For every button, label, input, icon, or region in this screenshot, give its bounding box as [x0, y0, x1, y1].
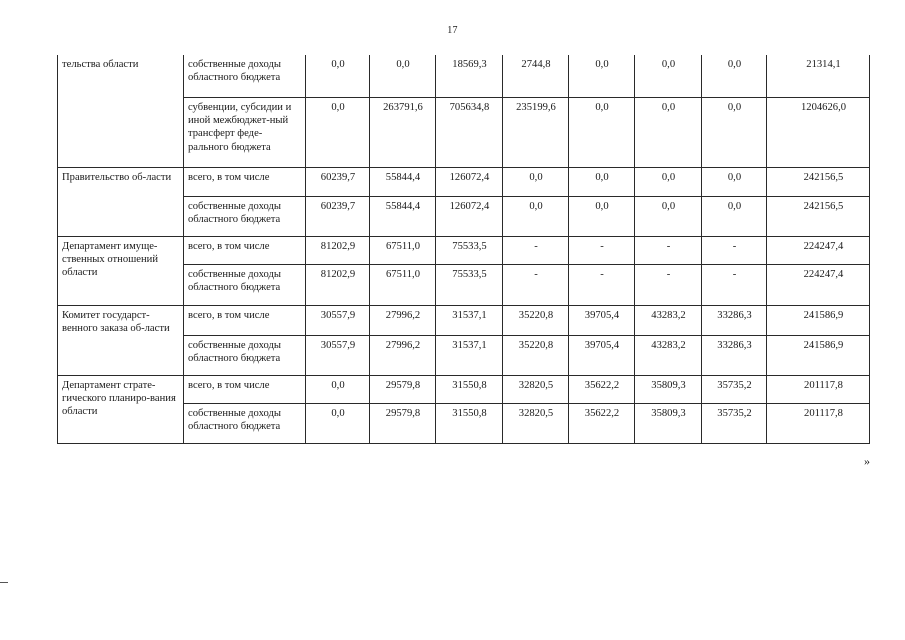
funding-source-cell: собственные доходы областного бюджета [184, 264, 306, 305]
table-row [58, 55, 870, 97]
funding-source-cell: собственные доходы областного бюджета [184, 403, 306, 443]
table-row [58, 236, 870, 264]
value-cell: 0,0 [635, 97, 702, 167]
total-cell: 21314,1 [767, 55, 870, 97]
funding-source-cell: субвенции, субсидии и иной межбюджет-ный трансферт феде-рального бюджета [184, 97, 306, 167]
value-cell: - [635, 236, 702, 264]
value-cell: 126072,4 [436, 167, 503, 196]
organization-cell: Комитет государст-венного заказа об-ласти [58, 305, 184, 375]
value-cell: 55844,4 [370, 196, 436, 236]
value-cell: 2744,8 [503, 55, 569, 97]
value-cell: 35809,3 [635, 403, 702, 443]
value-cell: 35622,2 [569, 375, 635, 403]
value-cell: 43283,2 [635, 305, 702, 335]
budget-table [57, 55, 870, 444]
value-cell: 0,0 [635, 167, 702, 196]
value-cell: 0,0 [503, 167, 569, 196]
value-cell: - [635, 264, 702, 305]
value-cell: - [503, 264, 569, 305]
value-cell: - [702, 264, 767, 305]
value-cell: 0,0 [306, 97, 370, 167]
value-cell: 31537,1 [436, 335, 503, 375]
total-cell: 224247,4 [767, 264, 870, 305]
value-cell: 30557,9 [306, 305, 370, 335]
funding-source-cell: всего, в том числе [184, 305, 306, 335]
value-cell: 29579,8 [370, 375, 436, 403]
value-cell: 0,0 [370, 55, 436, 97]
organization-cell: Департамент страте-гического планиро-вания области [58, 375, 184, 443]
value-cell: 35809,3 [635, 375, 702, 403]
value-cell: 31550,8 [436, 403, 503, 443]
funding-source-cell: собственные доходы областного бюджета [184, 196, 306, 236]
closing-quote: » [864, 454, 870, 468]
value-cell: 60239,7 [306, 196, 370, 236]
value-cell: 0,0 [569, 167, 635, 196]
value-cell: 60239,7 [306, 167, 370, 196]
value-cell: 35622,2 [569, 403, 635, 443]
value-cell: - [503, 236, 569, 264]
organization-cell: Департамент имуще-ственных отношений области [58, 236, 184, 305]
funding-source-cell: всего, в том числе [184, 236, 306, 264]
value-cell: 35735,2 [702, 403, 767, 443]
total-cell: 241586,9 [767, 335, 870, 375]
value-cell: 263791,6 [370, 97, 436, 167]
value-cell: 33286,3 [702, 335, 767, 375]
value-cell: 43283,2 [635, 335, 702, 375]
value-cell: 0,0 [635, 196, 702, 236]
table-row [58, 375, 870, 403]
value-cell: 0,0 [702, 97, 767, 167]
value-cell: 27996,2 [370, 335, 436, 375]
value-cell: 27996,2 [370, 305, 436, 335]
value-cell: 18569,3 [436, 55, 503, 97]
value-cell: 30557,9 [306, 335, 370, 375]
value-cell: - [702, 236, 767, 264]
value-cell: 67511,0 [370, 264, 436, 305]
total-cell: 242156,5 [767, 196, 870, 236]
funding-source-cell: собственные доходы областного бюджета [184, 55, 306, 97]
value-cell: 33286,3 [702, 305, 767, 335]
value-cell: 32820,5 [503, 403, 569, 443]
value-cell: 67511,0 [370, 236, 436, 264]
total-cell: 201117,8 [767, 375, 870, 403]
total-cell: 242156,5 [767, 167, 870, 196]
total-cell: 1204626,0 [767, 97, 870, 167]
value-cell: 705634,8 [436, 97, 503, 167]
funding-source-cell: всего, в том числе [184, 375, 306, 403]
value-cell: 0,0 [503, 196, 569, 236]
funding-source-cell: собственные доходы областного бюджета [184, 335, 306, 375]
value-cell: 0,0 [306, 375, 370, 403]
value-cell: 0,0 [569, 196, 635, 236]
value-cell: 29579,8 [370, 403, 436, 443]
value-cell: 55844,4 [370, 167, 436, 196]
value-cell: 39705,4 [569, 305, 635, 335]
organization-cell: тельства области [58, 55, 184, 167]
value-cell: 126072,4 [436, 196, 503, 236]
value-cell: 0,0 [306, 55, 370, 97]
table-row [58, 305, 870, 335]
value-cell: 35220,8 [503, 305, 569, 335]
value-cell: 35220,8 [503, 335, 569, 375]
value-cell: 0,0 [569, 97, 635, 167]
value-cell: 39705,4 [569, 335, 635, 375]
value-cell: 0,0 [702, 167, 767, 196]
total-cell: 224247,4 [767, 236, 870, 264]
value-cell: - [569, 264, 635, 305]
value-cell: 75533,5 [436, 236, 503, 264]
value-cell: 0,0 [569, 55, 635, 97]
value-cell: 81202,9 [306, 264, 370, 305]
value-cell: 31550,8 [436, 375, 503, 403]
table-row [58, 167, 870, 196]
page-edge-mark [0, 582, 8, 583]
value-cell: 31537,1 [436, 305, 503, 335]
total-cell: 241586,9 [767, 305, 870, 335]
value-cell: 75533,5 [436, 264, 503, 305]
value-cell: 0,0 [635, 55, 702, 97]
organization-cell: Правительство об-ласти [58, 167, 184, 236]
page-number: 17 [447, 25, 458, 36]
value-cell: 0,0 [702, 196, 767, 236]
value-cell: 81202,9 [306, 236, 370, 264]
value-cell: 35735,2 [702, 375, 767, 403]
funding-source-cell: всего, в том числе [184, 167, 306, 196]
value-cell: 235199,6 [503, 97, 569, 167]
value-cell: 0,0 [306, 403, 370, 443]
total-cell: 201117,8 [767, 403, 870, 443]
value-cell: 0,0 [702, 55, 767, 97]
value-cell: - [569, 236, 635, 264]
value-cell: 32820,5 [503, 375, 569, 403]
